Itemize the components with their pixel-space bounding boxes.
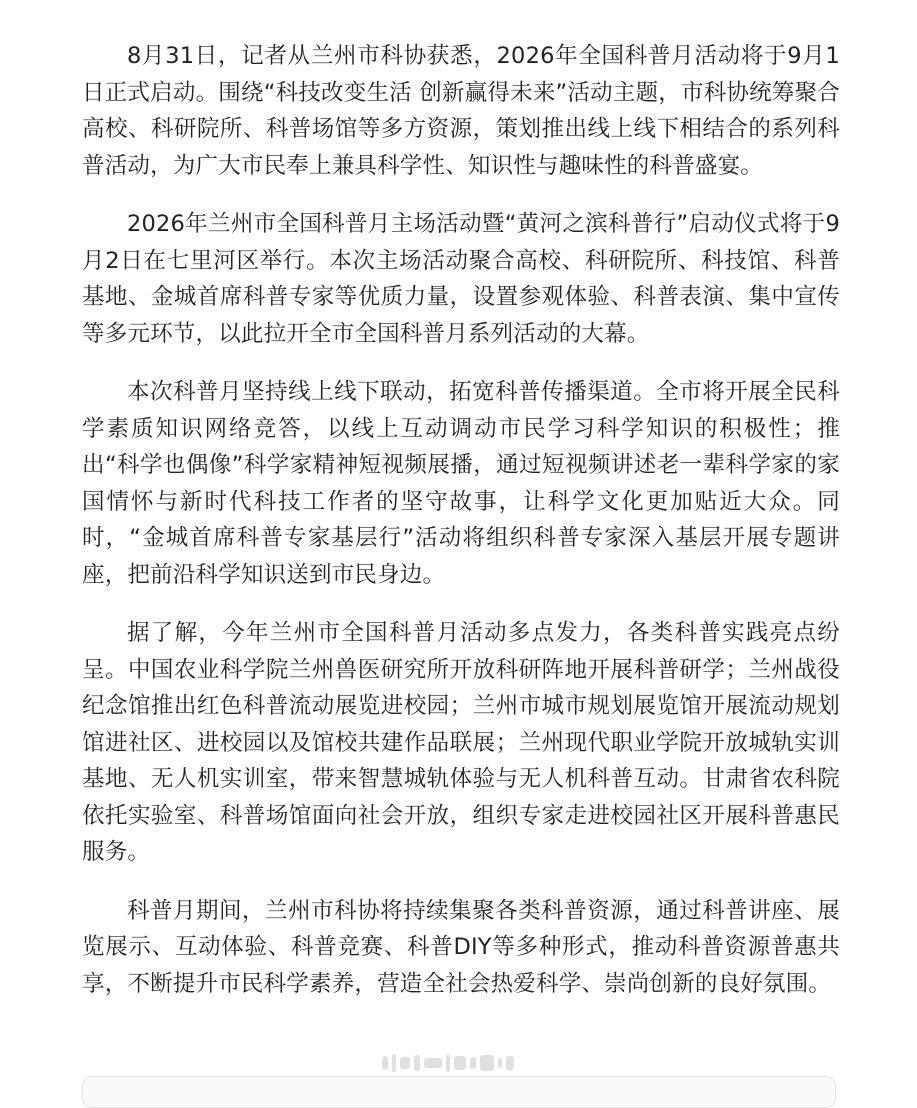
paragraph-4: 据了解，今年兰州市全国科普月活动多点发力，各类科普实践亮点纷呈。中国农业科学院兰州兽医研究所开放科研阵地开展科普研学；兰州战役纪念馆推出红色科普流动展览进校园；兰州市城市规划展览馆开展流动规划馆进社区、进校园以及馆校共建作品联展；兰州现代职业学院开放城轨实训基地、无人机实训室，带来智慧城轨体验与无人机科普互动。甘肃省农科院依托实验室、科普场馆面向社会开放，组织专家走进校园社区开展科普惠民服务。 bbox=[82, 620, 840, 865]
paragraph-3: 本次科普月坚持线上线下联动，拓宽科普传播渠道。全市将开展全民科学素质知识网络竞答，以线上互动调动市民学习科学知识的积极性；推出“科学也偶像”科学家精神短视频展播，通过短视频讲述老一辈科学家的家国情怀与新时代科技工作者的坚守故事，让科学文化更加贴近大众。同时，“金城首席科普专家基层行”活动将组织科普专家深入基层开展专题讲座，把前沿科学知识送到市民身边。 bbox=[82, 379, 840, 588]
paragraph-1: 8月31日，记者从兰州市科协获悉，2026年全国科普月活动将于9月1日正式启动。围绕“科技改变生活 创新赢得未来”活动主题，市科协统筹聚合高校、科研院所、科普场馆等多方资源，策划推出线上线下相结合的系列科普活动，为广大市民奉上兼具科学性、知识性与趣味性的科普盛宴。 bbox=[82, 43, 840, 179]
article-body bbox=[82, 38, 840, 1024]
paragraph-2: 2026年兰州市全国科普月主场活动暨“黄河之滨科普行”启动仪式将于9月2日在七里河区举行。本次主场活动聚合高校、科研院所、科技馆、科普基地、金城首席科普专家等优质力量，设置参观体验、科普表演、集中宣传等多元环节，以此拉开全市全国科普月系列活动的大幕。 bbox=[82, 211, 840, 347]
expand-more-icon[interactable] bbox=[382, 1052, 536, 1074]
bottom-card bbox=[82, 1076, 836, 1108]
paragraph-5: 科普月期间，兰州市科协将持续集聚各类科普资源，通过科普讲座、展览展示、互动体验、科普竞赛、科普DIY等多种形式，推动科普资源普惠共享，不断提升市民科学素养，营造全社会热爱科学、崇尚创新的良好氛围。 bbox=[82, 897, 840, 997]
